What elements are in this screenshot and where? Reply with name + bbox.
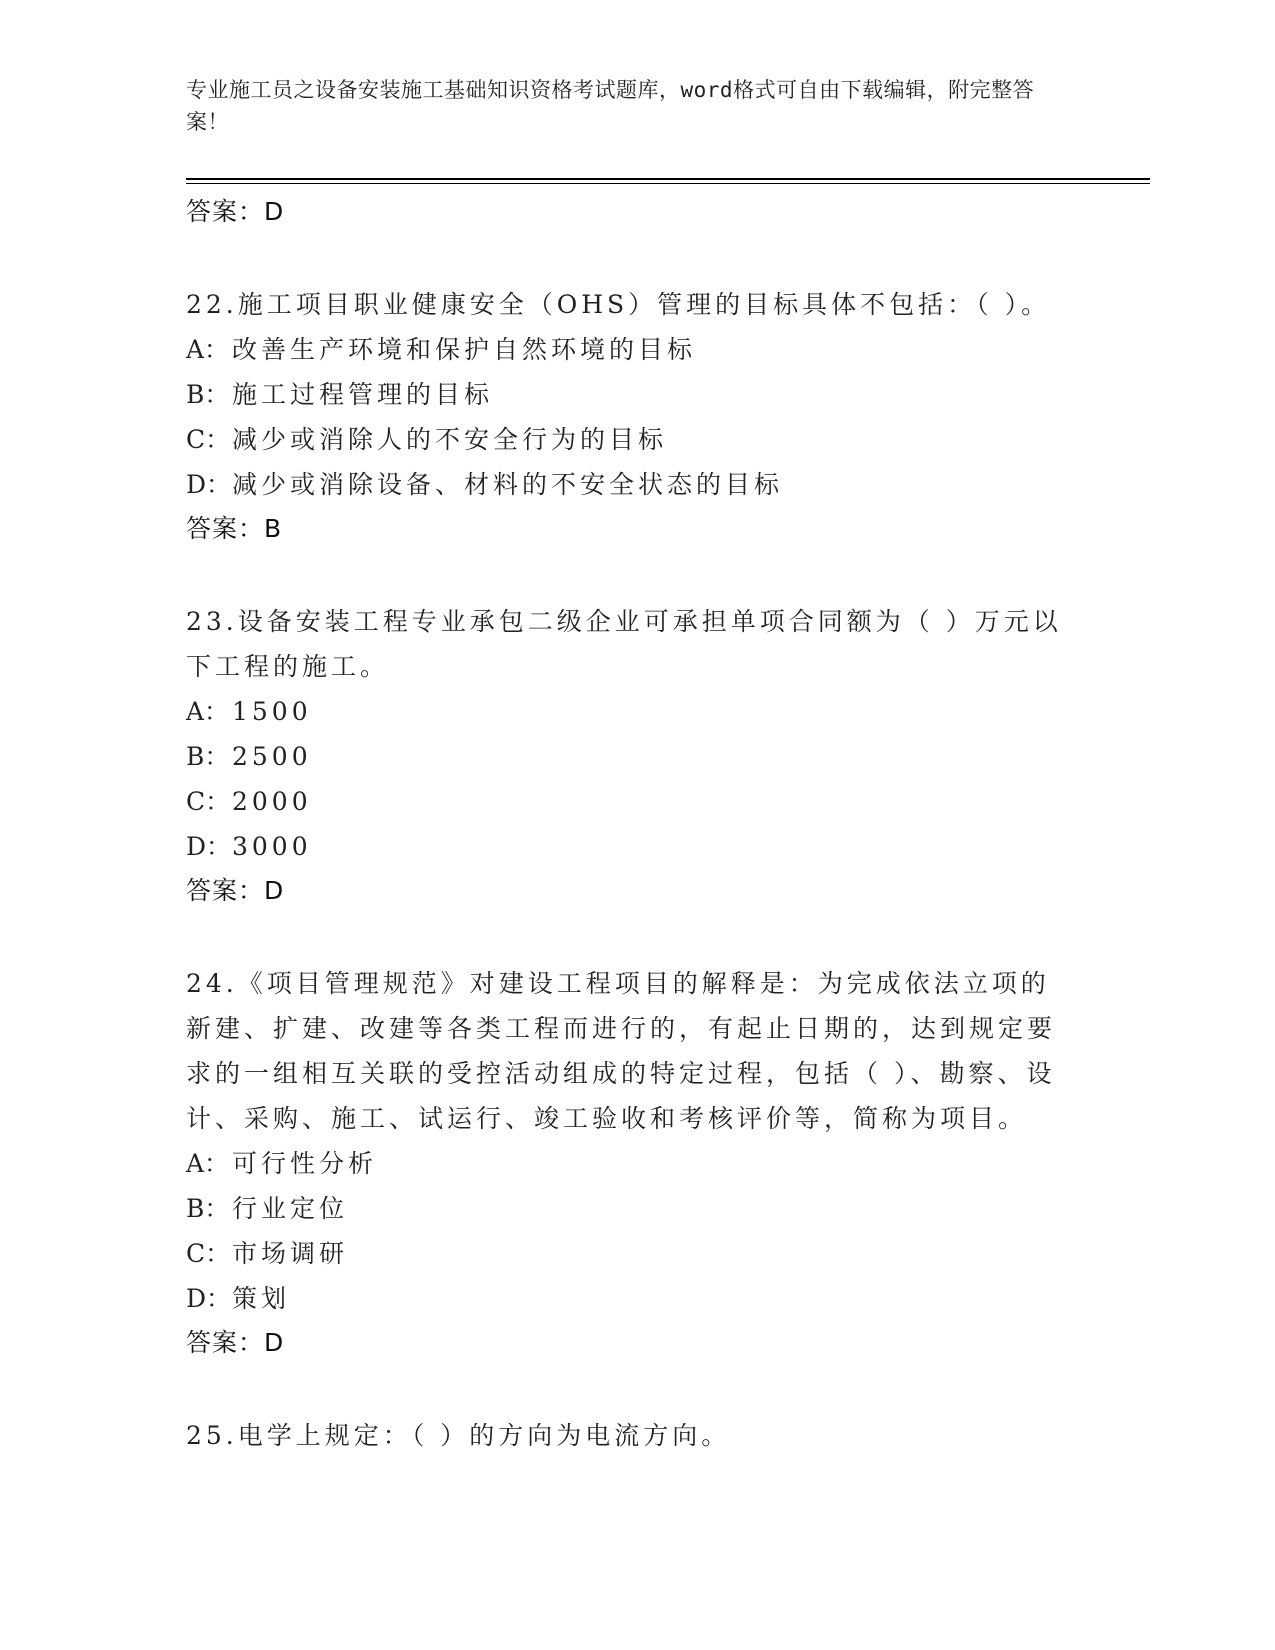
option-c xyxy=(186,417,1076,462)
option-label: C： xyxy=(186,787,231,816)
option-label: B： xyxy=(186,1194,230,1223)
option-text: 行业定位 xyxy=(232,1194,349,1223)
option-label: C： xyxy=(186,425,231,454)
option-d xyxy=(186,462,1076,507)
spacer xyxy=(186,1365,1076,1413)
option-label: D： xyxy=(186,832,232,861)
option-a xyxy=(186,1141,1076,1186)
option-text: 2500 xyxy=(232,742,312,771)
question-text: 22.施工项目职业健康安全（OHS）管理的目标具体不包括：（ ）。 xyxy=(186,290,1051,319)
option-label: C： xyxy=(186,1239,231,1268)
option-a xyxy=(186,689,1076,734)
page-header: 专业施工员之设备安装施工基础知识资格考试题库，word格式可自由下载编辑，附完整答案！ xyxy=(186,78,1035,134)
spacer xyxy=(186,913,1076,961)
answer-line: 答案：D xyxy=(186,1328,285,1357)
option-d xyxy=(186,824,1076,869)
option-text: 市场调研 xyxy=(232,1239,349,1268)
option-label: A： xyxy=(186,697,230,726)
option-label: A： xyxy=(186,1149,230,1178)
answer-line: 答案：D xyxy=(186,876,285,905)
option-c xyxy=(186,779,1076,824)
option-label: B： xyxy=(186,742,230,771)
option-a xyxy=(186,327,1076,372)
answer-line: 答案：B xyxy=(186,514,283,543)
option-text: 策划 xyxy=(232,1284,291,1313)
option-text: 改善生产环境和保护自然环境的目标 xyxy=(232,335,697,364)
question-text: 25.电学上规定：（ ）的方向为电流方向。 xyxy=(186,1421,731,1450)
option-text: 减少或消除设备、材料的不安全状态的目标 xyxy=(232,470,784,499)
option-label: B： xyxy=(186,380,230,409)
question-text: 24.《项目管理规范》对建设工程项目的解释是：为完成依法立项的新建、扩建、改建等各类工程而进行的，有起止日期的，达到规定要求的一组相互关联的受控活动组成的特定过程，包括（ ）、勘察、设计、采购、施工、试运行、竣工验收和考核评价等，简称为项目。 xyxy=(186,969,1057,1133)
option-text: 可行性分析 xyxy=(232,1149,378,1178)
option-label: A： xyxy=(186,335,230,364)
option-text: 1500 xyxy=(232,697,312,726)
spacer xyxy=(186,551,1076,599)
option-b xyxy=(186,734,1076,779)
question-list xyxy=(186,190,1076,1458)
option-text: 3000 xyxy=(232,832,312,861)
option-text: 减少或消除人的不安全行为的目标 xyxy=(232,425,668,454)
question-text: 23.设备安装工程专业承包二级企业可承担单项合同额为（ ）万元以下工程的施工。 xyxy=(186,607,1062,681)
header-divider-thin xyxy=(186,183,1150,184)
option-label: D： xyxy=(186,470,232,499)
option-b xyxy=(186,372,1076,417)
option-c xyxy=(186,1231,1076,1276)
spacer xyxy=(186,234,1076,282)
option-text: 施工过程管理的目标 xyxy=(232,380,494,409)
answer-line: 答案：D xyxy=(186,197,285,226)
header-divider-thick xyxy=(186,178,1150,180)
option-d xyxy=(186,1276,1076,1321)
option-b xyxy=(186,1186,1076,1231)
option-label: D： xyxy=(186,1284,232,1313)
option-text: 2000 xyxy=(232,787,312,816)
